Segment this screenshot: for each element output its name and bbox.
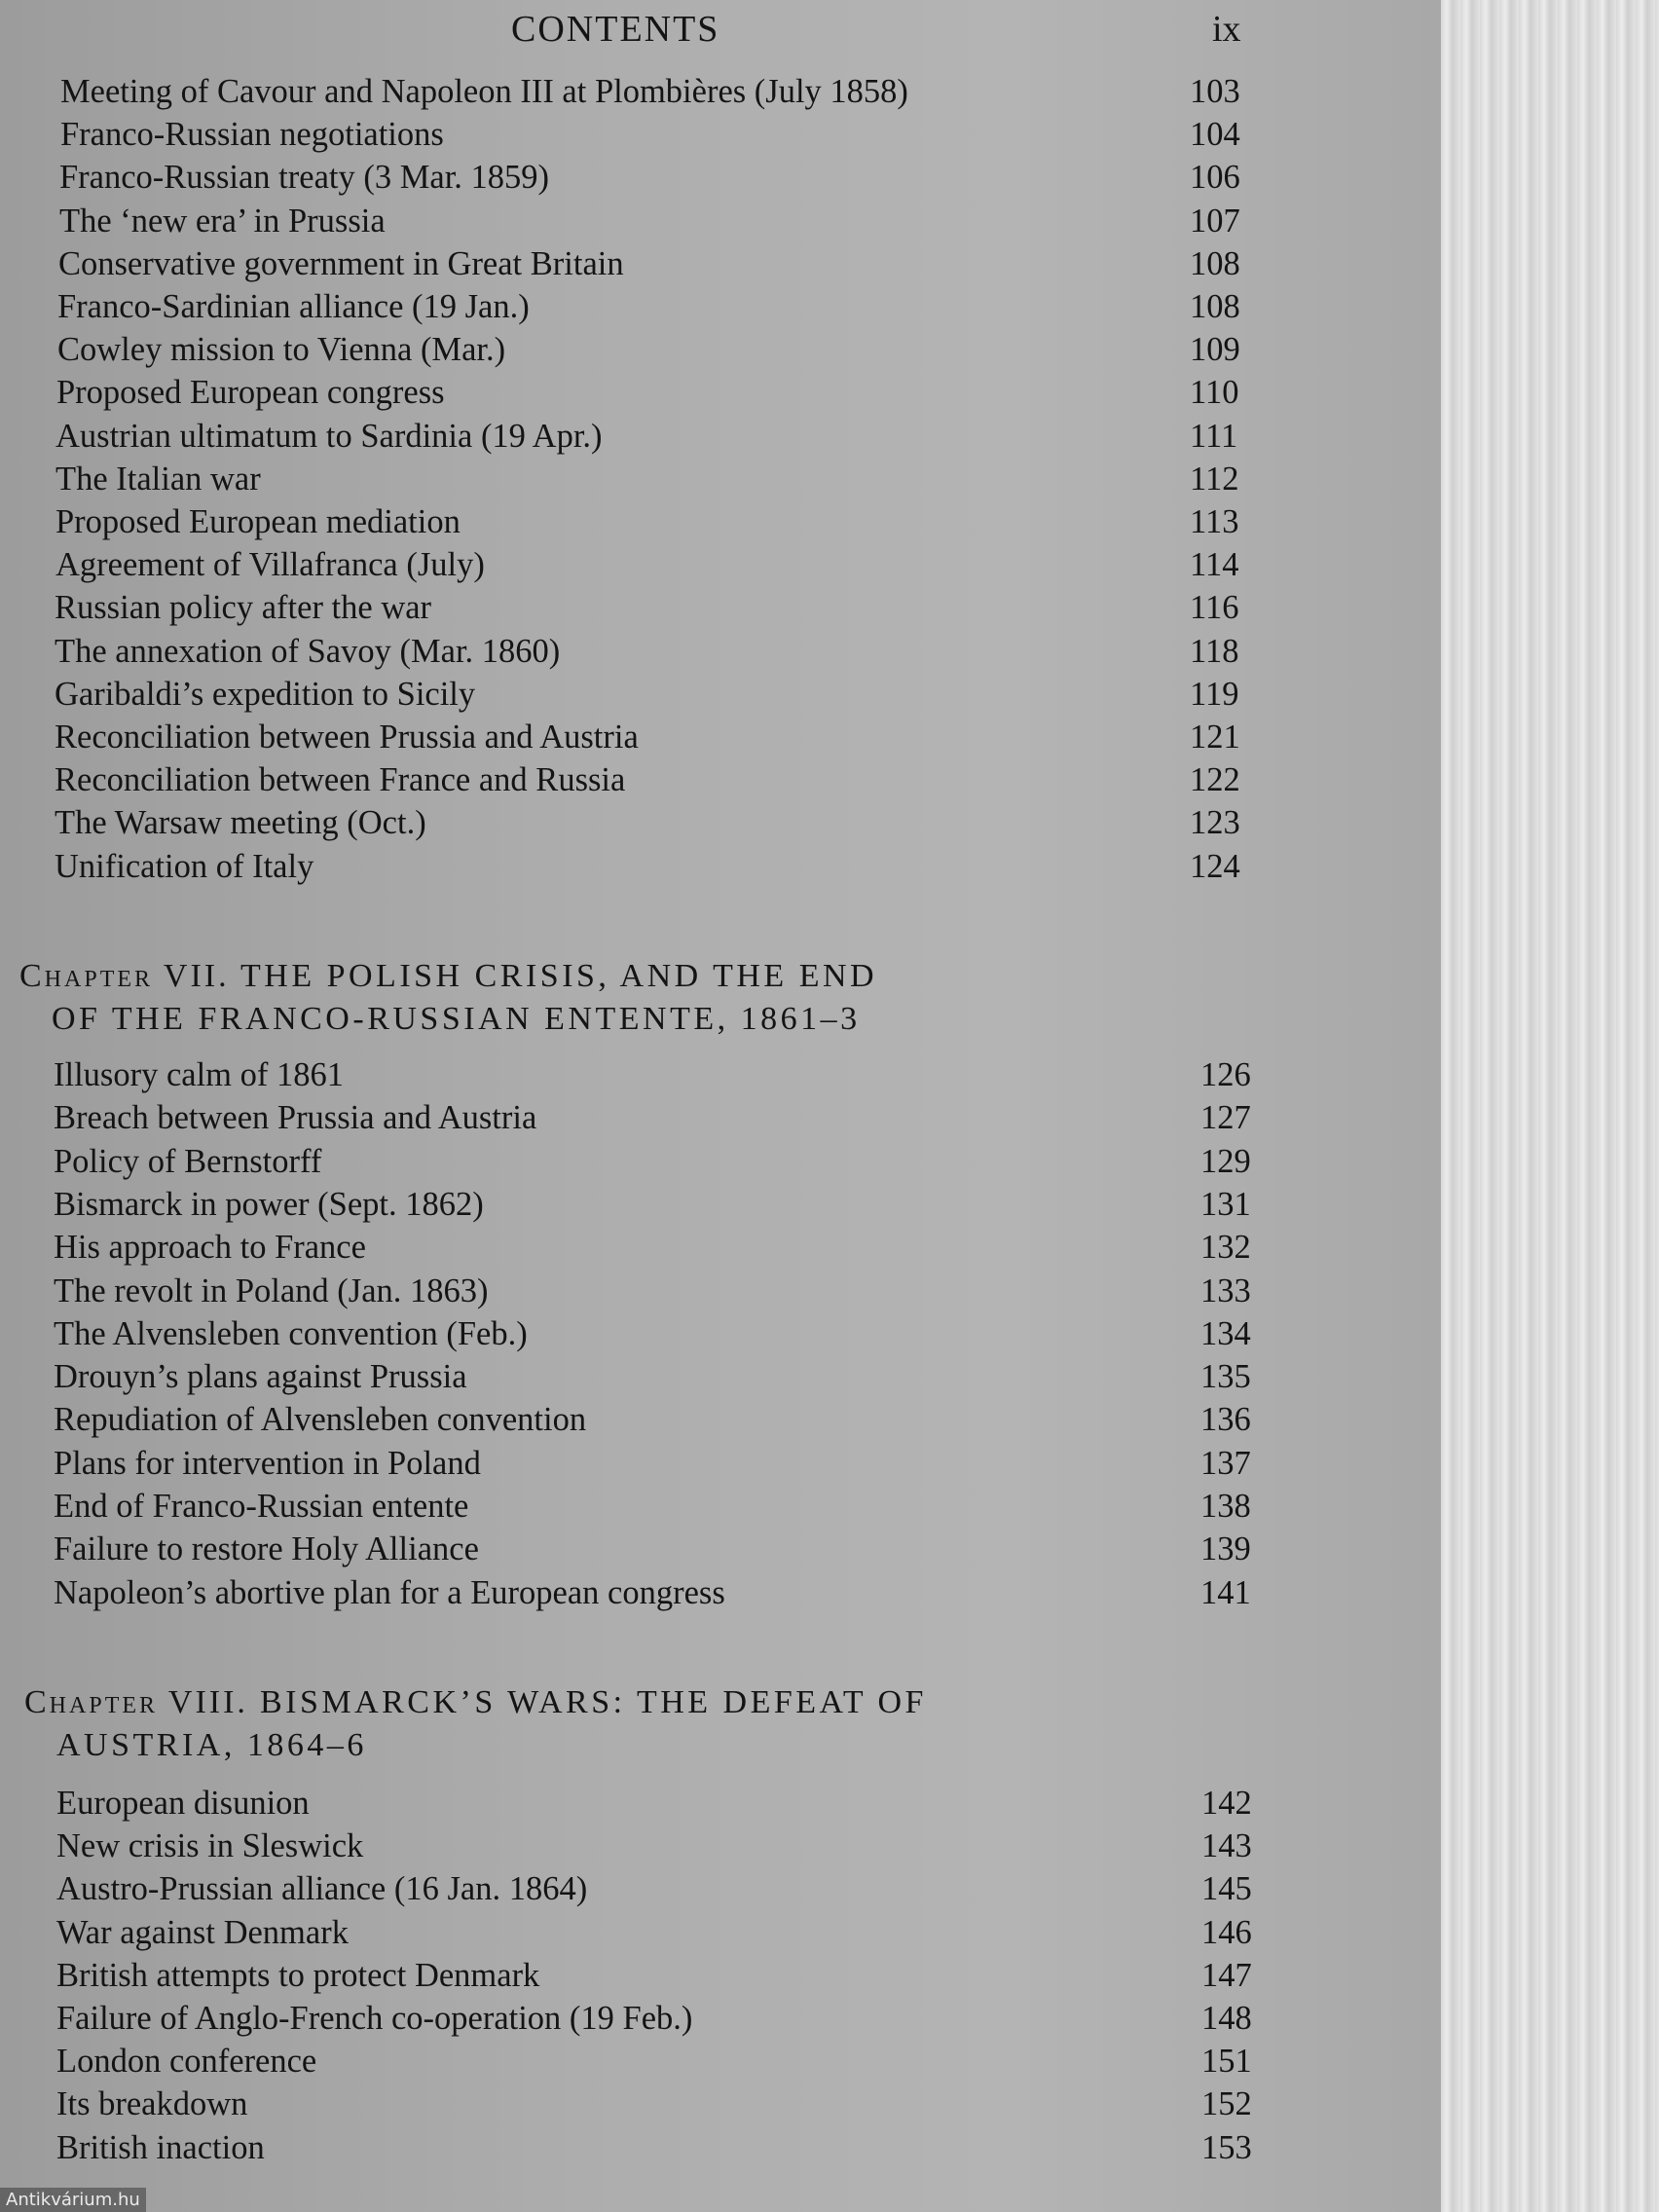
- toc-entry-page: 133: [1200, 1272, 1251, 1309]
- toc-entry-title: Franco-Russian negotiations: [60, 116, 444, 154]
- toc-entry-page: 131: [1200, 1185, 1251, 1223]
- toc-entry-title: Illusory calm of 1861: [54, 1056, 344, 1093]
- toc-entry-page: 124: [1190, 847, 1240, 885]
- toc-entry: [56, 2126, 1260, 2169]
- toc-entry: [54, 1398, 1259, 1441]
- toc-entry: [56, 371, 1248, 414]
- toc-entry-page: 118: [1190, 632, 1239, 670]
- toc-entry: [55, 845, 1248, 888]
- toc-entry: [56, 2083, 1260, 2125]
- toc-entry-title: The Warsaw meeting (Oct.): [55, 804, 426, 842]
- chapter-title-line-2: OF THE FRANCO-RUSSIAN ENTENTE, 1861–3: [52, 1001, 861, 1037]
- toc-entry: [54, 1312, 1259, 1355]
- toc-entry-page: 111: [1190, 417, 1238, 455]
- toc-entry: [55, 543, 1248, 586]
- toc-entry: [55, 801, 1248, 844]
- toc-entry: [54, 1442, 1259, 1485]
- toc-entry-title: Failure to restore Holy Alliance: [54, 1530, 479, 1568]
- toc-entry-title: Its breakdown: [56, 2085, 248, 2123]
- toc-entry: [57, 328, 1248, 371]
- toc-entry-title: Austro-Prussian alliance (16 Jan. 1864): [56, 1870, 588, 1908]
- toc-entry-page: 109: [1190, 331, 1240, 369]
- page-number: ix: [1212, 9, 1241, 50]
- toc-entry: [54, 1226, 1259, 1269]
- toc-entry-page: 112: [1190, 460, 1239, 498]
- toc-entry-title: Conservative government in Great Britain: [58, 244, 624, 282]
- toc-entry-page: 136: [1200, 1401, 1251, 1439]
- toc-entry-page: 122: [1190, 761, 1240, 799]
- toc-entry-page: 103: [1190, 73, 1240, 110]
- toc-entry-page: 132: [1200, 1229, 1251, 1267]
- chapter-title-line-2: AUSTRIA, 1864–6: [56, 1727, 367, 1763]
- toc-entry-page: 114: [1190, 546, 1239, 584]
- toc-entry: [56, 1825, 1260, 1867]
- toc-entry-title: His approach to France: [54, 1229, 366, 1267]
- toc-entry-page: 152: [1201, 2085, 1252, 2123]
- toc-entry-title: European disunion: [56, 1785, 310, 1822]
- toc-entry: [55, 758, 1248, 801]
- toc-entry: [54, 1053, 1259, 1096]
- toc-entry-title: Breach between Prussia and Austria: [54, 1099, 537, 1137]
- toc-entry: [55, 673, 1248, 716]
- toc-entry-title: Garibaldi’s expedition to Sicily: [55, 675, 476, 713]
- toc-entry: [55, 415, 1248, 458]
- toc-entry: [54, 1183, 1259, 1226]
- chapter-title-line-1: THE POLISH CRISIS, AND THE END: [240, 958, 878, 994]
- toc-entry-title: Meeting of Cavour and Napoleon III at Plombières (July 1858): [60, 73, 908, 110]
- toc-entry-page: 134: [1200, 1314, 1251, 1352]
- toc-entry-title: Russian policy after the war: [55, 589, 432, 627]
- toc-entry-page: 108: [1190, 244, 1240, 282]
- toc-entry: [56, 1954, 1260, 1997]
- toc-entry-page: 110: [1190, 374, 1239, 412]
- toc-entry: [54, 1528, 1259, 1570]
- toc-entry-page: 113: [1190, 503, 1239, 540]
- toc-entry-title: British attempts to protect Denmark: [56, 1956, 540, 1994]
- toc-entry-title: War against Denmark: [56, 1913, 349, 1951]
- toc-entry: [55, 500, 1248, 543]
- toc-entry-page: 108: [1190, 288, 1240, 325]
- toc-entry-title: The annexation of Savoy (Mar. 1860): [55, 632, 561, 670]
- toc-entry-title: Agreement of Villafranca (July): [55, 546, 485, 584]
- toc-entry-title: The Alvensleben convention (Feb.): [54, 1314, 528, 1352]
- toc-entry-page: 126: [1200, 1056, 1251, 1093]
- toc-entry-title: New crisis in Sleswick: [56, 1827, 364, 1865]
- toc-entry-title: Repudiation of Alvensleben convention: [54, 1401, 587, 1439]
- watermark: Antikvárium.hu: [0, 2188, 146, 2212]
- toc-entry-page: 151: [1201, 2043, 1252, 2081]
- toc-entry: [55, 630, 1248, 673]
- toc-entry-title: Proposed European congress: [56, 374, 445, 412]
- toc-entry: [55, 716, 1248, 758]
- toc-entry-title: Austrian ultimatum to Sardinia (19 Apr.): [55, 417, 603, 455]
- toc-entry: [54, 1571, 1259, 1614]
- page-title: CONTENTS: [511, 9, 720, 50]
- toc-entry-page: 141: [1200, 1573, 1251, 1611]
- chapter-label: Chapter VII.: [19, 958, 230, 994]
- chapter-heading: [19, 954, 877, 998]
- toc-entry-page: 148: [1201, 2000, 1252, 2037]
- toc-entry-title: Franco-Sardinian alliance (19 Jan.): [57, 288, 530, 325]
- toc-entry: [59, 156, 1248, 199]
- toc-entry-page: 145: [1201, 1870, 1252, 1908]
- toc-entry-page: 119: [1190, 675, 1239, 713]
- toc-entry-page: 142: [1201, 1785, 1252, 1822]
- toc-entry-title: Reconciliation between France and Russia: [55, 761, 626, 799]
- toc-entry-title: Reconciliation between Prussia and Austria: [55, 719, 639, 756]
- toc-entry: [60, 113, 1248, 156]
- toc-entry-title: Franco-Russian treaty (3 Mar. 1859): [59, 159, 550, 197]
- toc-entry: [54, 1355, 1259, 1398]
- toc-entry-page: 121: [1190, 719, 1240, 756]
- toc-entry-title: Proposed European mediation: [55, 503, 461, 540]
- toc-entry: [54, 1270, 1259, 1312]
- chapter-label: Chapter VIII.: [24, 1684, 248, 1720]
- toc-entry-title: British inaction: [56, 2128, 265, 2166]
- toc-entry-page: 137: [1200, 1444, 1251, 1482]
- toc-entry-page: 107: [1190, 202, 1240, 240]
- toc-entry: [56, 1911, 1260, 1954]
- toc-entry-page: 139: [1200, 1530, 1251, 1568]
- toc-entry: [58, 242, 1248, 285]
- toc-entry-page: 106: [1190, 159, 1240, 197]
- toc-entry-page: 153: [1201, 2128, 1252, 2166]
- toc-entry-title: Failure of Anglo-French co-operation (19 Feb.): [56, 2000, 693, 2037]
- toc-entry-title: The Italian war: [55, 460, 261, 498]
- toc-entry-page: 116: [1190, 589, 1239, 627]
- chapter-title-line-1: BISMARCK’S WARS: THE DEFEAT OF: [259, 1684, 927, 1720]
- toc-entry-page: 146: [1201, 1913, 1252, 1951]
- toc-entry-page: 123: [1190, 804, 1240, 842]
- toc-entry: [57, 285, 1248, 328]
- toc-entry: [60, 70, 1248, 113]
- toc-entry: [59, 200, 1248, 242]
- toc-entry-title: Plans for intervention in Poland: [54, 1444, 481, 1482]
- toc-entry-title: London conference: [56, 2043, 317, 2081]
- toc-entry-title: Policy of Bernstorff: [54, 1142, 322, 1180]
- toc-entry-title: End of Franco-Russian entente: [54, 1488, 469, 1525]
- toc-entry: [56, 1867, 1260, 1910]
- toc-entry: [54, 1096, 1259, 1139]
- toc-entry-title: Cowley mission to Vienna (Mar.): [57, 331, 506, 369]
- toc-entry-page: 127: [1200, 1099, 1251, 1137]
- toc-entry: [56, 2040, 1260, 2083]
- page-header: [0, 8, 1256, 56]
- toc-entry: [54, 1485, 1259, 1528]
- toc-entry: [55, 586, 1248, 629]
- toc-entry-title: The revolt in Poland (Jan. 1863): [54, 1272, 489, 1309]
- toc-entry-title: Bismarck in power (Sept. 1862): [54, 1185, 484, 1223]
- toc-entry-title: Napoleon’s abortive plan for a European congress: [54, 1573, 725, 1611]
- toc-entry-page: 129: [1200, 1142, 1251, 1180]
- toc-entry: [54, 1140, 1259, 1183]
- toc-entry-page: 143: [1201, 1827, 1252, 1865]
- toc-entry-title: The ‘new era’ in Prussia: [59, 202, 386, 240]
- toc-entry-page: 135: [1200, 1358, 1251, 1396]
- background-shelf: [1441, 0, 1659, 2212]
- toc-entry: [56, 1997, 1260, 2040]
- toc-entry-title: Unification of Italy: [55, 847, 314, 885]
- toc-entry-title: Drouyn’s plans against Prussia: [54, 1358, 467, 1396]
- toc-entry: [55, 458, 1248, 500]
- toc-entry-page: 147: [1201, 1956, 1252, 1994]
- toc-entry-page: 104: [1190, 116, 1240, 154]
- toc-entry: [56, 1782, 1260, 1825]
- toc-entry-page: 138: [1200, 1488, 1251, 1525]
- chapter-heading: [24, 1680, 927, 1724]
